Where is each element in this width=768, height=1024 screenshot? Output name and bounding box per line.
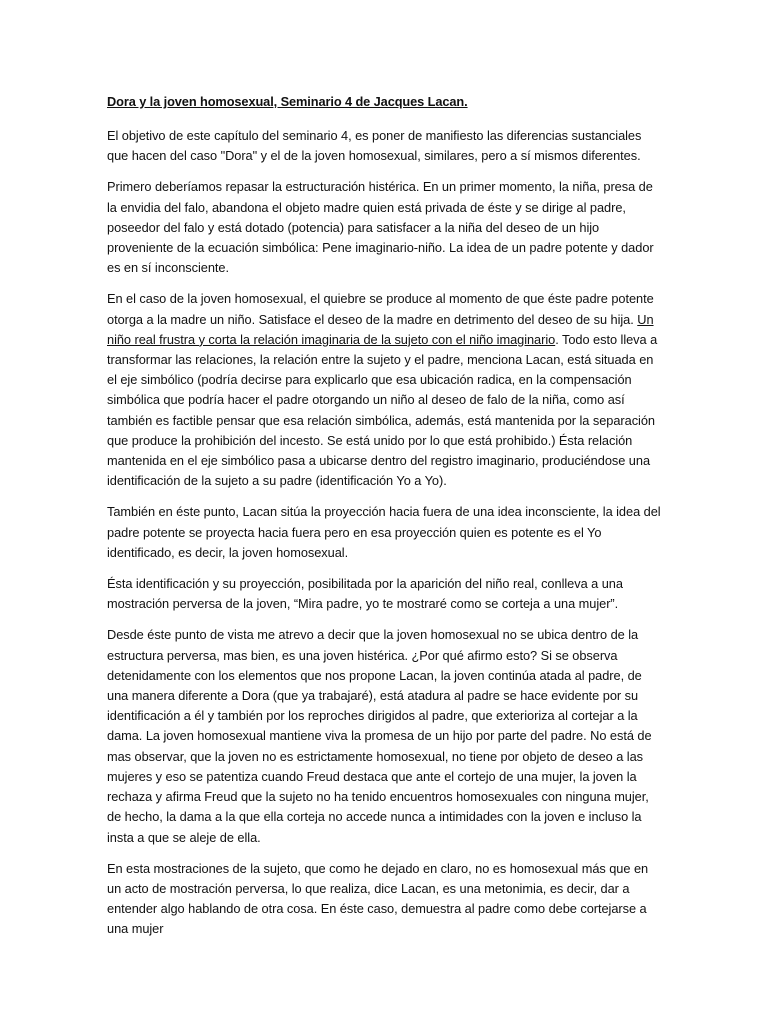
paragraph-1: El objetivo de este capítulo del seminario 4, es poner de manifiesto las diferencias sustanciales que hacen del caso "Dora" y el de la joven homosexual, similares, pero a sí mismos diferentes.	[107, 128, 642, 164]
paragraph-6: Desde éste punto de vista me atrevo a decir que la joven homosexual no se ubica dentro de la estructura perversa, mas bien, es una joven histérica. ¿Por qué afirmo esto? Si se observa detenidamente con los elementos que nos propone Lacan, la joven continúa atada al padre, de una manera diferente a Dora (que ya trabajaré), está atadura al padre se hace evidente por su identificación a él y también por los reproches dirigidos al padre, que exterioriza al cortejar a la dama. La joven homosexual mantiene viva la promesa de un hijo por parte del padre. No está de mas observar, que la joven no es estrictamente homosexual, no tiene por objeto de deseo a las mujeres y eso se patentiza cuando Freud destaca que ante el cortejo de una mujer, la joven la rechaza y afirma Freud que la sujeto no ha tenido encuentros homosexuales con ninguna mujer, de hecho, la dama a la que ella corteja no accede nunca a intimidades con la joven e incluso la insta a que se aleje de ella.	[107, 627, 652, 845]
paragraph-7: En esta mostraciones de la sujeto, que como he dejado en claro, no es homosexual más que en un acto de mostración perversa, lo que realiza, dice Lacan, es una metonimia, es decir, dar a entender algo hablando de otra cosa. En éste caso, demuestra al padre como debe cortejarse a una mujer	[107, 860, 649, 937]
document-title: Dora y la joven homosexual, Seminario 4 de Jacques Lacan.	[107, 94, 468, 109]
paragraph-2: Primero deberíamos repasar la estructuración histérica. En un primer momento, la niña, presa de la envidia del falo, abandona el objeto madre quien está privada de éste y se dirige al padre, poseedor del falo y está dotado (potencia) para satisfacer a la niña del deseo de un hijo proveniente de la ecuación simbólica: Pene imaginario-niño. La idea de un padre potente y dador es en sí inconsciente.	[107, 179, 654, 276]
paragraph-3	[107, 289, 663, 491]
paragraph-5: Ésta identificación y su proyección, posibilitada por la aparición del niño real, conlleva a una mostración perversa de la joven, “Mira padre, yo te mostraré como se corteja a una mujer”.	[107, 576, 623, 612]
paragraph-3-text-end: . Todo esto lleva a transformar las relaciones, la relación entre la sujeto y el padre, menciona Lacan, está situada en el eje simbólico (podría decirse para explicarlo que esa ubicación radica, en la compensación simbólica que podría hacer el padre otorgando un niño al deseo de falo de la niña, como así también es factible pensar que esa relación simbólica, además, está mantenida por la separación que produce la prohibición del incesto. Se está unido por lo que está prohibido.) Ésta relación mantenida en el eje simbólico pasa a ubicarse dentro del registro imaginario, produciéndose una identificación de la sujeto a su padre (identificación Yo a Yo).	[107, 331, 658, 489]
paragraph-3-underlined-sentence: Un niño real frustra y corta la relación imaginaria de la sujeto con el niño imaginario	[107, 311, 654, 347]
paragraph-3-text-start: En el caso de la joven homosexual, el quiebre se produce al momento de que éste padre potente otorga a la madre un niño. Satisface el deseo de la madre en detrimento del deseo de su hija.	[107, 291, 654, 327]
paragraph-4: También en éste punto, Lacan sitúa la proyección hacia fuera de una idea inconsciente, la idea del padre potente se proyecta hacia fuera pero en esa proyección quien es potente es el Yo identificado, es decir, la joven homosexual.	[107, 504, 661, 560]
